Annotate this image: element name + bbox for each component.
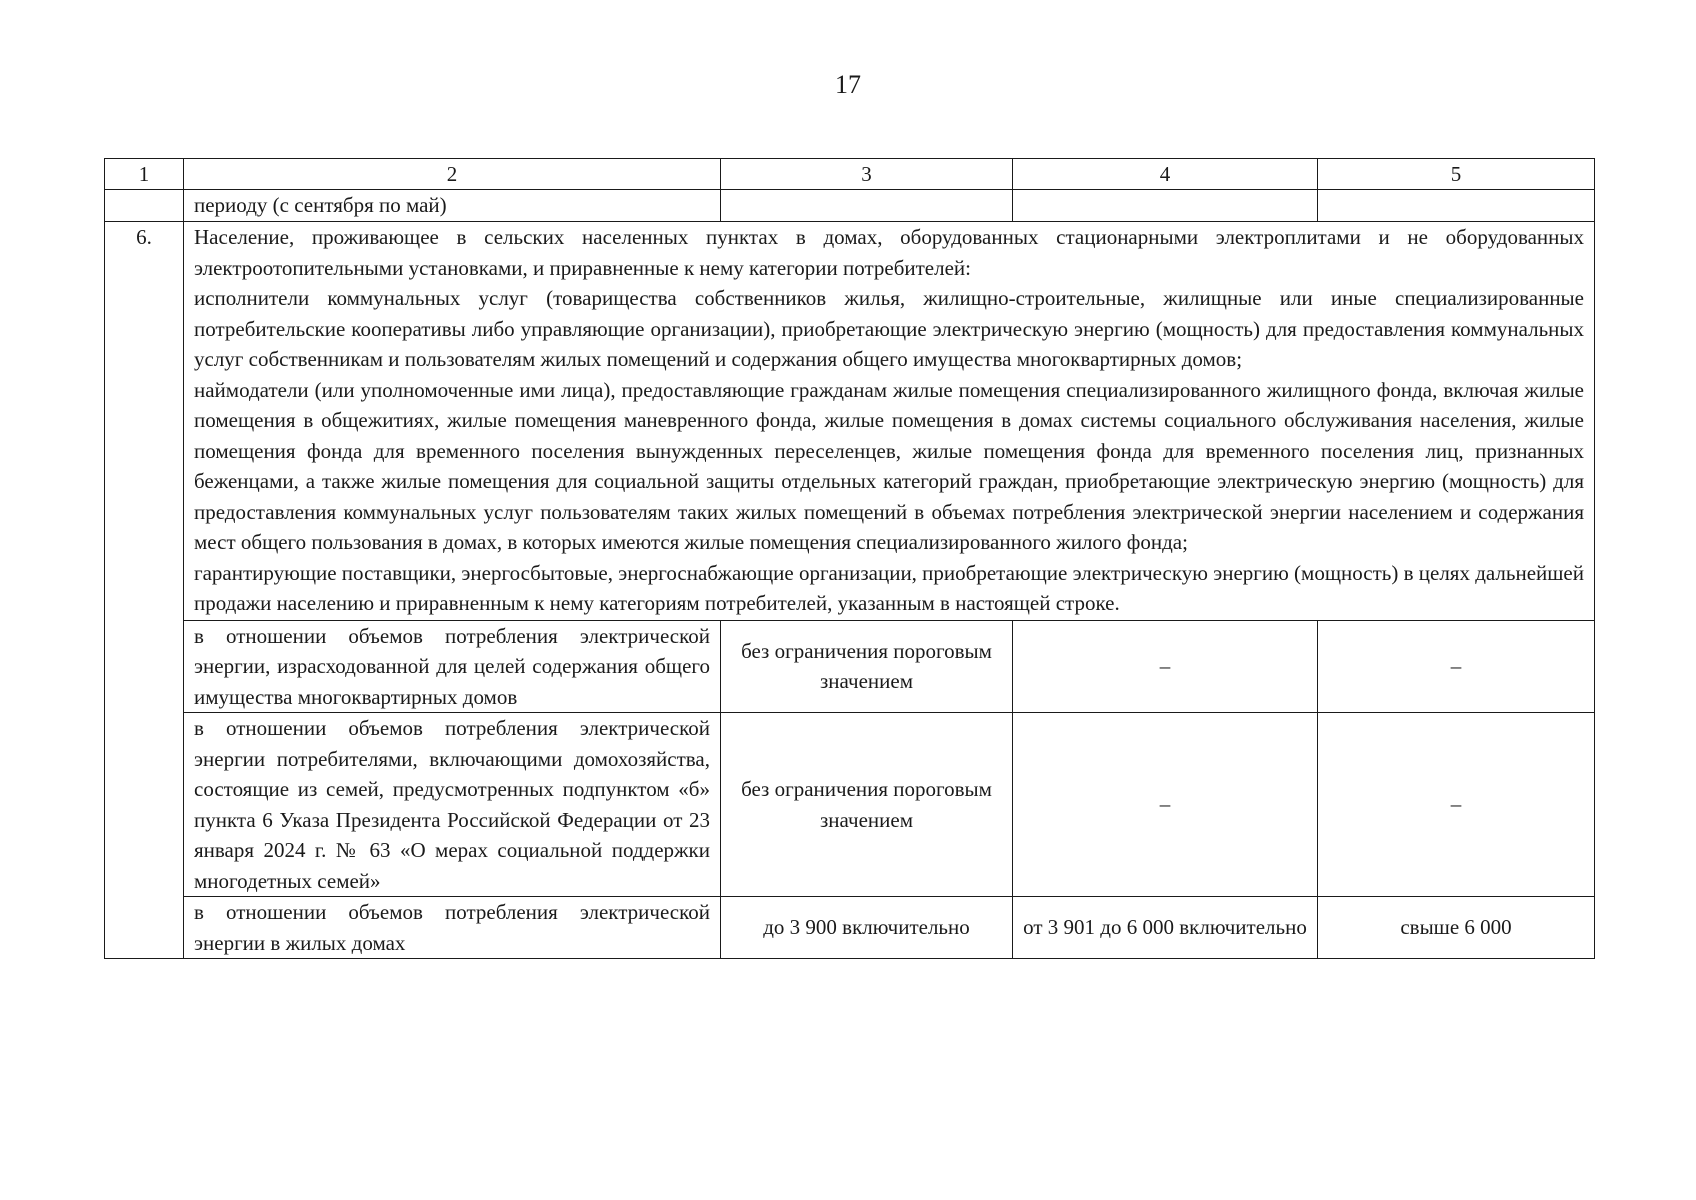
header-col-2: 2 xyxy=(184,159,721,190)
row-number: 6. xyxy=(105,222,184,959)
subrow-3-col-3: до 3 900 включительно xyxy=(721,897,1013,959)
subrow-2-col-3: без ограничения пороговым значением xyxy=(721,713,1013,897)
subrow-2-col-4: – xyxy=(1013,713,1318,897)
subrow-3-description: в отношении объемов потребления электрической энергии в жилых домах xyxy=(184,897,721,959)
table-row-6-description xyxy=(105,222,1595,621)
header-col-3: 3 xyxy=(721,159,1013,190)
page-number: 17 xyxy=(835,70,861,99)
subrow-2-description: в отношении объемов потребления электрической энергии потребителями, включающими домохозяйства, состоящие из семей, предусмотренных подпунктом «б» пункта 6 Указа Президента Российской Федерации от 23 января 2024 г. № 63 «О мерах социальной поддержки многодетных семей» xyxy=(184,713,721,897)
table-row-6-sub-3 xyxy=(105,897,1595,959)
subrow-3-col-4: от 3 901 до 6 000 включительно xyxy=(1013,897,1318,959)
table-header-row xyxy=(105,159,1595,190)
tariff-table xyxy=(104,158,1595,959)
continuation-col-4 xyxy=(1013,190,1318,222)
subrow-3-col-5: свыше 6 000 xyxy=(1318,897,1595,959)
row-6-paragraph-3: наймодатели (или уполномоченные ими лица), предоставляющие гражданам жилые помещения специализированного жилищного фонда, включая жилые помещения в общежитиях, жилые помещения маневренного фонда, жилые помещения в домах системы социального обслуживания населения, жилые помещения фонда для временного поселения вынужденных переселенцев, жилые помещения фонда для временного поселения лиц, признанных беженцами, а также жилые помещения для социальной защиты отдельных категорий граждан, приобретающие электрическую энергию (мощность) для предоставления коммунальных услуг пользователям таких жилых помещений в объемах потребления электрической энергии населением и содержания мест общего пользования в домах, в которых имеются жилые помещения специализированного жилого фонда; xyxy=(194,377,1584,554)
subrow-1-col-5: – xyxy=(1318,620,1595,713)
continuation-number-cell xyxy=(105,190,184,222)
header-col-4: 4 xyxy=(1013,159,1318,190)
header-col-5: 5 xyxy=(1318,159,1595,190)
continuation-col-3 xyxy=(721,190,1013,222)
continuation-col-5 xyxy=(1318,190,1595,222)
subrow-1-col-4: – xyxy=(1013,620,1318,713)
row-6-paragraph-4: гарантирующие поставщики, энергосбытовые, энергоснабжающие организации, приобретающие электрическую энергию (мощность) в целях дальнейшей продажи населению и приравненным к нему категориям потребителей, указанным в настоящей строке. xyxy=(194,560,1584,615)
row-6-paragraph-1: Население, проживающее в сельских населенных пунктах в домах, оборудованных стационарными электроплитами и не оборудованных электроотопительными установками, и приравненные к нему категории потребителей: xyxy=(194,225,1584,280)
subrow-1-description: в отношении объемов потребления электрической энергии, израсходованной для целей содержания общего имущества многоквартирных домов xyxy=(184,620,721,713)
table-row-6-sub-2 xyxy=(105,713,1595,897)
row-6-paragraph-2: исполнители коммунальных услуг (товарищества собственников жилья, жилищно-строительные, жилищные или иные специализированные потребительские кооперативы либо управляющие организации), приобретающие электрическую энергию (мощность) для предоставления коммунальных услуг собственникам и пользователям жилых помещений и содержания общего имущества многоквартирных домов; xyxy=(194,286,1584,371)
header-col-1: 1 xyxy=(105,159,184,190)
subrow-2-col-5: – xyxy=(1318,713,1595,897)
row-6-description-cell xyxy=(184,222,1595,621)
continuation-text: периоду (с сентября по май) xyxy=(184,190,721,222)
table-row-continuation xyxy=(105,190,1595,222)
subrow-1-col-3: без ограничения пороговым значением xyxy=(721,620,1013,713)
table-row-6-sub-1 xyxy=(105,620,1595,713)
